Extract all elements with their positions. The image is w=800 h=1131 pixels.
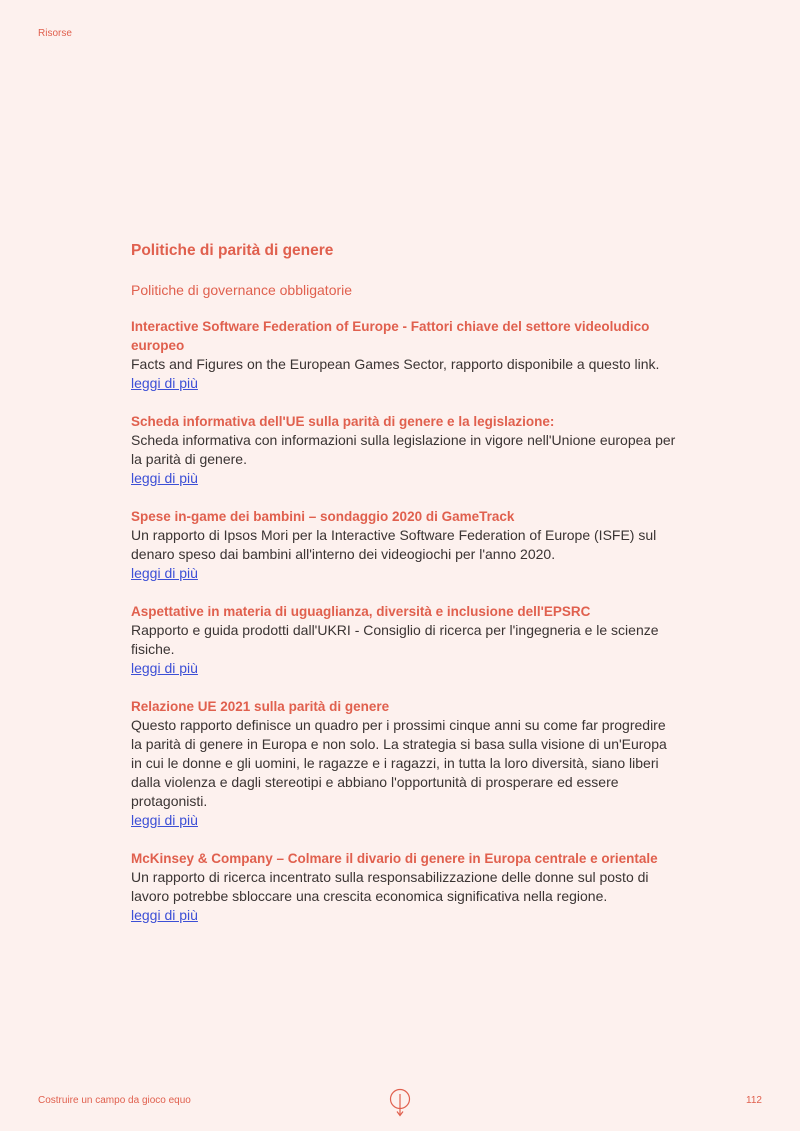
entry-title: McKinsey & Company – Colmare il divario di genere in Europa centrale e orientale (131, 851, 658, 866)
entry-description: Rapporto e guida prodotti dall'UKRI - Consiglio di ricerca per l'ingegneria e le scienze fisiche. (131, 622, 659, 657)
main-content (131, 240, 676, 944)
read-more-link[interactable]: leggi di più (131, 660, 198, 676)
entry-title: Interactive Software Federation of Europe - Fattori chiave del settore videoludico europeo (131, 319, 650, 353)
entry-description: Facts and Figures on the European Games Sector, rapporto disponibile a questo link. (131, 356, 660, 372)
section-title: Politiche di parità di genere (131, 242, 334, 259)
entry-title: Spese in-game dei bambini – sondaggio 2020 di GameTrack (131, 509, 515, 524)
entry-title: Scheda informativa dell'UE sulla parità di genere e la legislazione: (131, 414, 555, 429)
entry-description: Un rapporto di ricerca incentrato sulla responsabilizzazione delle donne sul posto di lavoro potrebbe sbloccare una crescita economica significativa nella regione. (131, 869, 649, 904)
running-head: Risorse (38, 28, 72, 39)
entry-description: Questo rapporto definisce un quadro per i prossimi cinque anni su come far progredire la parità di genere in Europa e non solo. La strategia si basa sulla visione di un'Europa in cui le donne e gli uomini, le ragazze e i ragazzi, in tutta la loro diversità, siano liberi dalla violenza e dagli stereotipi e abbiano l'opportunità di prosperare ed essere protagonisti. (131, 717, 667, 809)
resource-entry (131, 697, 676, 830)
resource-entry (131, 849, 676, 925)
entry-title: Aspettative in materia di uguaglianza, diversità e inclusione dell'EPSRC (131, 604, 591, 619)
resource-entry (131, 412, 676, 488)
resource-entry (131, 507, 676, 583)
resource-entry (131, 602, 676, 678)
entry-title: Relazione UE 2021 sulla parità di genere (131, 699, 390, 714)
entry-description: Scheda informativa con informazioni sulla legislazione in vigore nell'Unione europea per la parità di genere. (131, 432, 676, 467)
down-arrow-circle-icon (389, 1088, 411, 1118)
resource-entry (131, 317, 676, 393)
subsection-title: Politiche di governance obbligatorie (131, 282, 353, 298)
page-number: 112 (746, 1095, 762, 1106)
entry-description: Un rapporto di Ipsos Mori per la Interactive Software Federation of Europe (ISFE) sul denaro speso dai bambini all'interno dei videogiochi per l'anno 2020. (131, 527, 657, 562)
read-more-link[interactable]: leggi di più (131, 907, 198, 923)
read-more-link[interactable]: leggi di più (131, 375, 198, 391)
footer-book-title: Costruire un campo da gioco equo (38, 1095, 191, 1106)
read-more-link[interactable]: leggi di più (131, 565, 198, 581)
read-more-link[interactable]: leggi di più (131, 470, 198, 486)
read-more-link[interactable]: leggi di più (131, 812, 198, 828)
